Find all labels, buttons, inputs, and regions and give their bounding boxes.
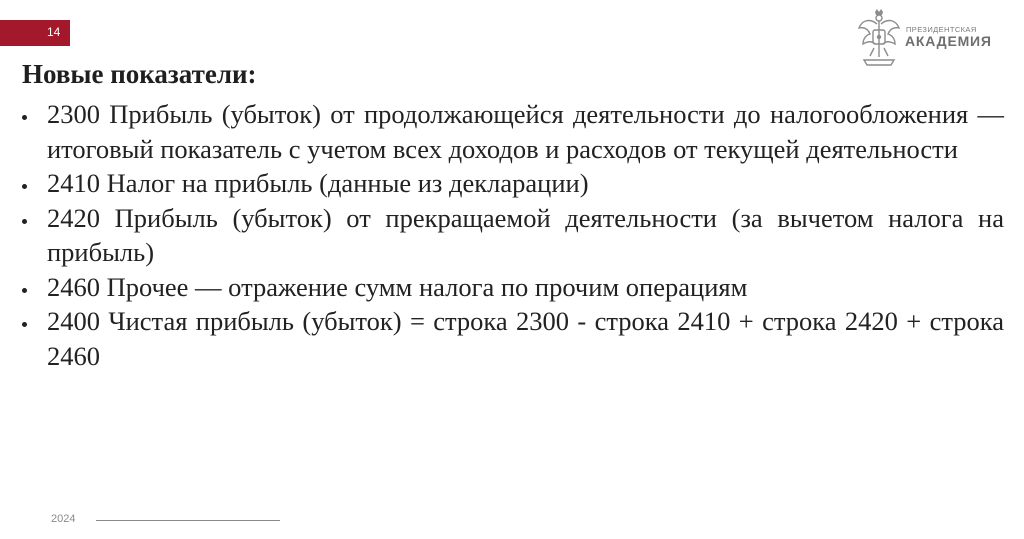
bullet-icon — [22, 322, 27, 327]
indicator-list — [22, 97, 1004, 373]
page-number: 14 — [47, 25, 61, 39]
list-item-text: 2420 Прибыль (убыток) от прекращаемой деятельности (за вычетом налога на прибыль) — [47, 202, 1004, 267]
bullet-icon — [22, 288, 27, 293]
bullet-icon — [22, 184, 27, 189]
bullet-icon — [22, 115, 27, 120]
logo-text-line2: АКАДЕМИЯ — [905, 33, 992, 49]
list-item — [22, 97, 1004, 166]
footer-divider — [96, 520, 280, 521]
list-item-text: 2300 Прибыль (убыток) от продолжающейся деятельности до налогообложения — итоговый показатель с учетом всех доходов и расходов от текущей деятельности — [47, 99, 1004, 164]
list-item-text: 2460 Прочее — отражение сумм налога по прочим операциям — [47, 271, 748, 302]
bullet-icon — [22, 219, 27, 224]
list-item — [22, 270, 1004, 305]
list-item-text: 2410 Налог на прибыль (данные из декларации) — [47, 168, 589, 198]
academy-logo — [856, 8, 996, 68]
eagle-emblem-icon — [856, 8, 902, 68]
logo-text-line1: ПРЕЗИДЕНТСКАЯ — [906, 25, 977, 34]
list-item-text: 2400 Чистая прибыль (убыток) = строка 2300 - строка 2410 + строка 2420 + строка 2460 — [47, 306, 1004, 371]
slide-title: Новые показатели: — [22, 59, 257, 89]
list-item — [22, 201, 1004, 270]
list-item — [22, 304, 1004, 373]
list-item — [22, 166, 1004, 201]
footer-year: 2024 — [51, 513, 76, 525]
